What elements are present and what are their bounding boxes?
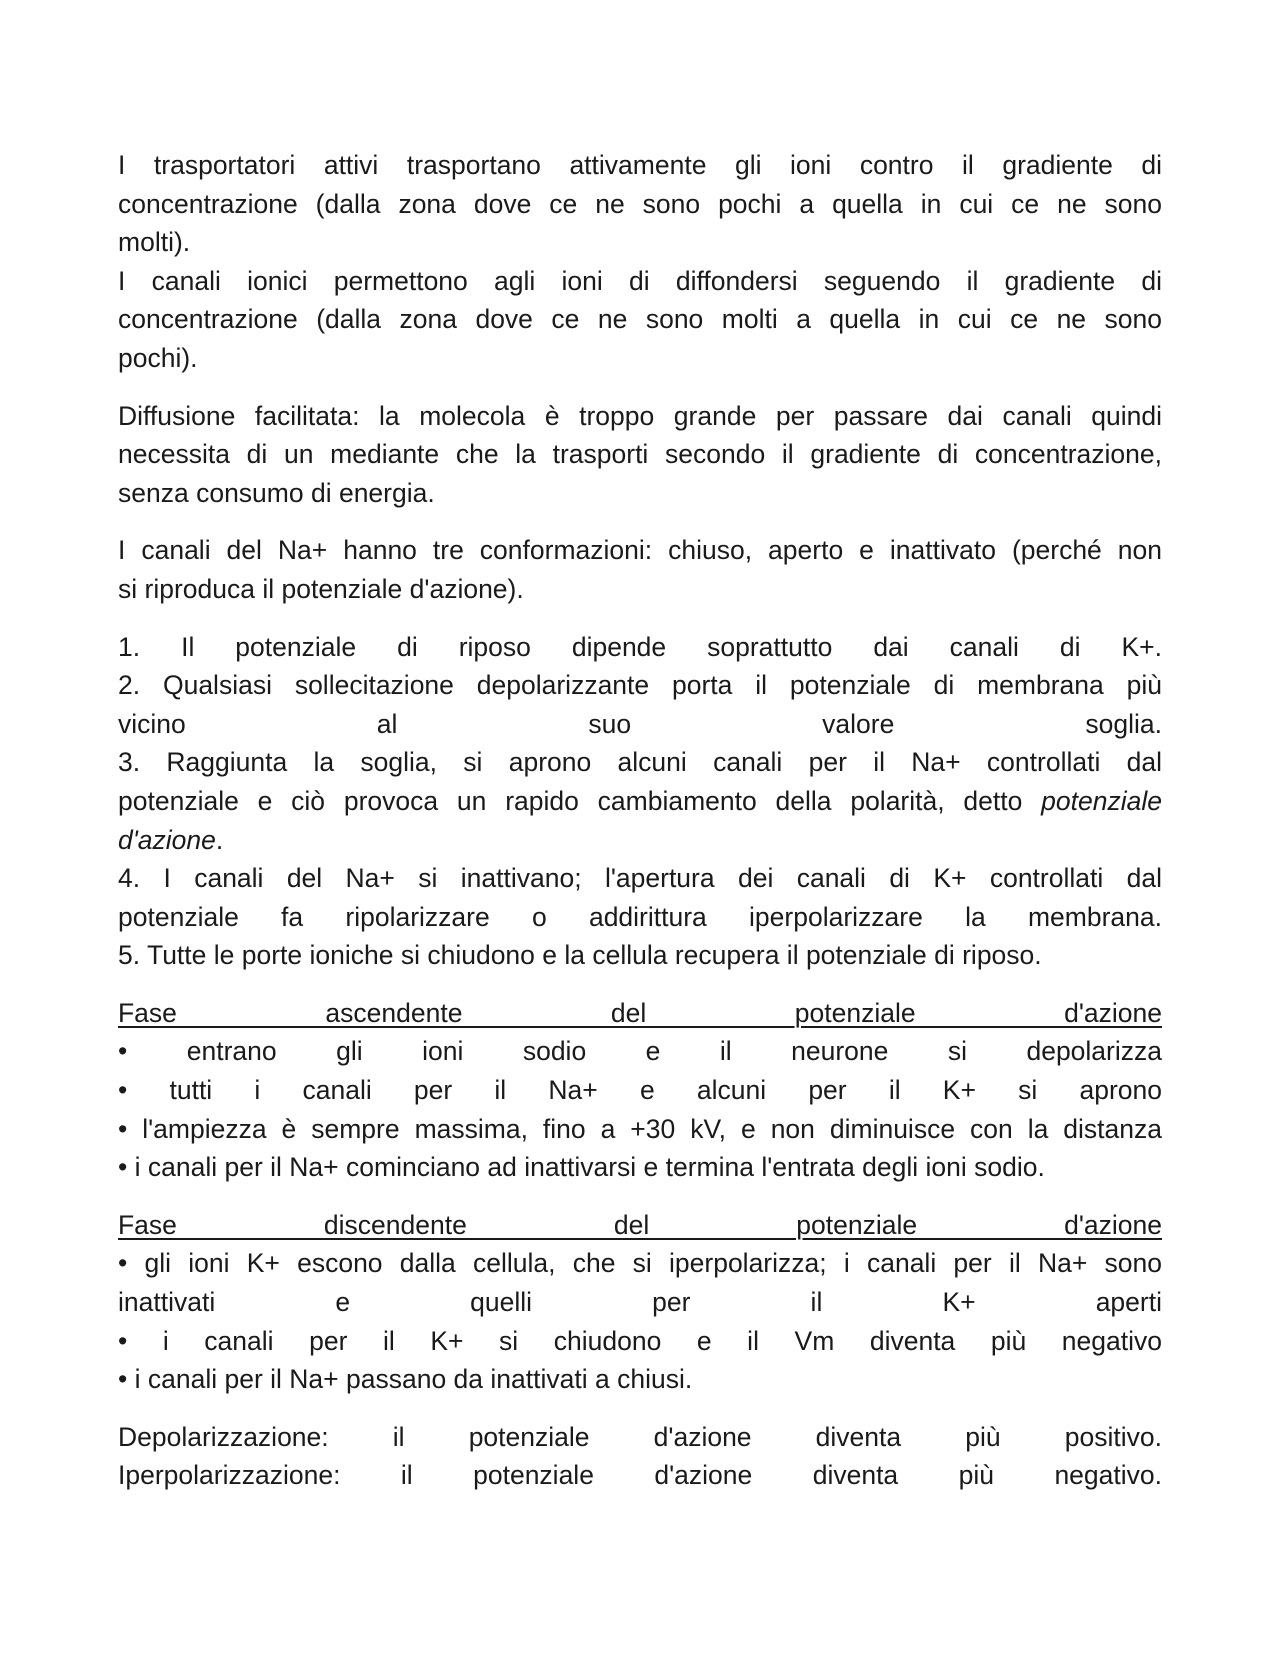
- bullet-item: • tutti i canali per il Na+ e alcuni per il K+ si aprono: [118, 1075, 1162, 1106]
- step-line: 1. Il potenziale di riposo dipende soprattutto dai canali di K+.: [118, 631, 1162, 662]
- section-heading: Fase discendente del potenziale d'azione: [118, 1209, 1162, 1240]
- step-line: 3. Raggiunta la soglia, si aprono alcuni canali per il Na+ controllati dal: [118, 747, 1162, 778]
- definition-line: Depolarizzazione: il potenziale d'azione diventa più positivo.: [118, 1421, 1162, 1452]
- text-line: I canali ionici permettono agli ioni di diffondersi seguendo il gradiente di: [118, 265, 1162, 296]
- text-line: necessita di un mediante che la trasporti secondo il gradiente di concentrazione,: [118, 439, 1162, 470]
- step-text: .: [215, 824, 224, 855]
- text-line: senza consumo di energia.: [118, 477, 435, 508]
- paragraph-transporters: [118, 146, 1162, 378]
- bullet-item: • gli ioni K+ escono dalla cellula, che si iperpolarizza; i canali per il Na+ sono: [118, 1248, 1162, 1279]
- step-line: [118, 782, 1162, 821]
- definition-line: Iperpolarizzazione: il potenziale d'azione diventa più negativo.: [118, 1460, 1162, 1491]
- step-line: 5. Tutte le porte ioniche si chiudono e la cellula recupera il potenziale di riposo.: [118, 940, 1042, 971]
- bullet-item: • entrano gli ioni sodio e il neurone si depolarizza: [118, 1036, 1162, 1067]
- text-line: concentrazione (dalla zona dove ce ne sono pochi a quella in cui ce ne sono: [118, 188, 1162, 219]
- bullet-item: • i canali per il K+ si chiudono e il Vm diventa più negativo: [118, 1325, 1162, 1356]
- text-line: molti).: [118, 227, 191, 258]
- step-line: 2. Qualsiasi sollecitazione depolarizzante porta il potenziale di membrana più: [118, 670, 1162, 701]
- text-line: Diffusione facilitata: la molecola è troppo grande per passare dai canali quindi: [118, 400, 1162, 431]
- step-line: potenziale fa ripolarizzare o addirittura iperpolarizzare la membrana.: [118, 901, 1162, 932]
- paragraph-facilitated-diffusion: [118, 397, 1162, 513]
- step-line: 4. I canali del Na+ si inattivano; l'apertura dei canali di K+ controllati dal: [118, 863, 1162, 894]
- step-line: [118, 821, 1162, 860]
- step-line: vicino al suo valore soglia.: [118, 708, 1162, 739]
- section-heading: Fase ascendente del potenziale d'azione: [118, 997, 1162, 1028]
- bullet-item: inattivati e quelli per il K+ aperti: [118, 1287, 1162, 1318]
- numbered-steps: [118, 628, 1162, 975]
- bullet-item: • i canali per il Na+ cominciano ad inattivarsi e termina l'entrata degli ioni sodio.: [118, 1152, 1045, 1183]
- step-text: potenziale e ciò provoca un rapido cambiamento della polarità, detto: [118, 785, 1023, 816]
- italic-term: d'azione: [118, 824, 216, 855]
- descending-phase-section: [118, 1206, 1162, 1399]
- text-line: concentrazione (dalla zona dove ce ne sono molti a quella in cui ce ne sono: [118, 304, 1162, 335]
- text-line: si riproduca il potenziale d'azione).: [118, 573, 524, 604]
- italic-term: potenziale: [1041, 785, 1162, 816]
- text-line: I trasportatori attivi trasportano attivamente gli ioni contro il gradiente di: [118, 150, 1162, 180]
- text-line: I canali del Na+ hanno tre conformazioni: chiuso, aperto e inattivato (perché non: [118, 535, 1162, 566]
- bullet-item: • i canali per il Na+ passano da inattivati a chiusi.: [118, 1364, 693, 1395]
- bullet-item: • l'ampiezza è sempre massima, fino a +30 kV, e non diminuisce con la distanza: [118, 1113, 1162, 1144]
- ascending-phase-section: [118, 994, 1162, 1187]
- document-page: [118, 146, 1162, 1514]
- text-line: pochi).: [118, 342, 198, 373]
- paragraph-na-channels: [118, 531, 1162, 608]
- definitions: [118, 1418, 1162, 1495]
